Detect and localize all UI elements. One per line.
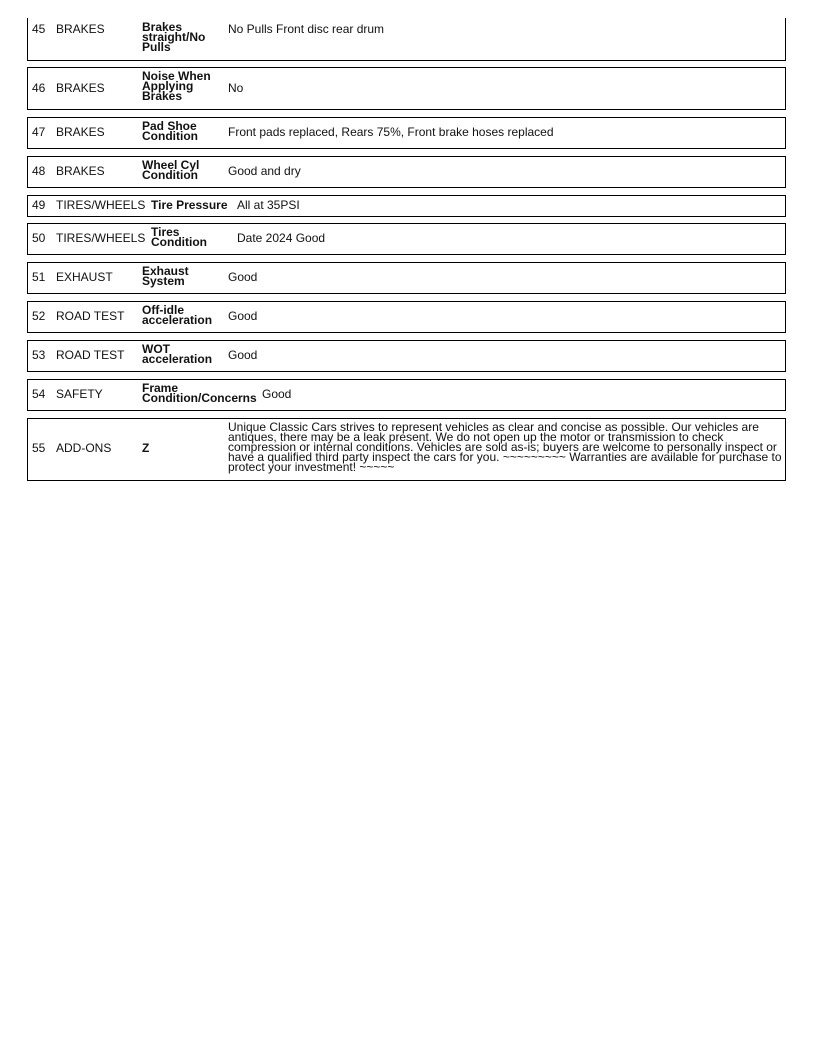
- inspection-row: [27, 379, 786, 411]
- row-result: Good: [228, 309, 258, 323]
- inspection-row: [27, 67, 786, 110]
- row-category: EXHAUST: [56, 270, 113, 284]
- row-result: Good and dry: [228, 164, 301, 178]
- row-result: Good: [228, 348, 258, 362]
- row-result: Date 2024 Good: [237, 231, 326, 245]
- row-category: BRAKES: [56, 125, 105, 139]
- row-number: 54: [32, 387, 46, 401]
- row-result: Good: [228, 270, 258, 284]
- row-number: 55: [32, 441, 46, 455]
- row-result: All at 35PSI: [237, 198, 300, 212]
- row-number: 46: [32, 81, 46, 95]
- row-result: Good: [262, 387, 292, 401]
- inspection-row: [27, 156, 786, 188]
- row-item: Exhaust System: [142, 264, 189, 288]
- row-number: 49: [32, 198, 46, 212]
- row-category: ROAD TEST: [56, 348, 125, 362]
- row-item: Off-idle acceleration: [142, 303, 213, 327]
- row-item: Brakes straight/No Pulls: [142, 20, 206, 54]
- row-result: No: [228, 81, 244, 95]
- row-item: Z: [142, 441, 150, 455]
- row-item: Pad Shoe Condition: [142, 119, 198, 143]
- inspection-row: [27, 340, 786, 372]
- inspection-row: [27, 301, 786, 333]
- row-item: Tire Pressure: [151, 198, 228, 212]
- row-number: 52: [32, 309, 46, 323]
- row-category: TIRES/WHEELS: [56, 231, 146, 245]
- row-category: BRAKES: [56, 81, 105, 95]
- row-item: Wheel Cyl Condition: [142, 158, 200, 182]
- inspection-row: [27, 262, 786, 294]
- row-result: No Pulls Front disc rear drum: [228, 22, 385, 36]
- row-category: TIRES/WHEELS: [56, 198, 146, 212]
- row-item: Noise When Applying Brakes: [142, 69, 211, 103]
- row-number: 51: [32, 270, 46, 284]
- inspection-row: [27, 18, 786, 61]
- row-item: WOT acceleration: [142, 342, 213, 366]
- row-number: 53: [32, 348, 46, 362]
- inspection-row: [27, 223, 786, 255]
- row-category: BRAKES: [56, 164, 105, 178]
- row-category: ROAD TEST: [56, 309, 125, 323]
- row-result: Front pads replaced, Rears 75%, Front brake hoses replaced: [228, 125, 554, 139]
- row-category: ADD-ONS: [56, 441, 112, 455]
- disclaimer-text: Unique Classic Cars strives to represent vehicles as clear and concise as possible. Our vehicles are antiques, there may be a leak present. We do not open up the motor or transmission to check compression or internal conditions. Vehicles are sold as-is; buyers are welcome to personally inspect or have a qualified third party inspect the cars for you. ~~~~~~~~~ Warranties are available for purchase to protect your investment! ~~~~~: [228, 420, 782, 474]
- row-number: 45: [32, 22, 46, 36]
- row-number: 48: [32, 164, 46, 178]
- row-category: SAFETY: [56, 387, 103, 401]
- row-number: 47: [32, 125, 46, 139]
- row-number: 50: [32, 231, 46, 245]
- inspection-row: [27, 195, 786, 217]
- row-category: BRAKES: [56, 22, 105, 36]
- row-item: Tires Condition: [151, 225, 207, 249]
- inspection-row: [27, 418, 786, 481]
- row-item: Frame Condition/Concerns: [142, 381, 257, 405]
- inspection-row: [27, 117, 786, 149]
